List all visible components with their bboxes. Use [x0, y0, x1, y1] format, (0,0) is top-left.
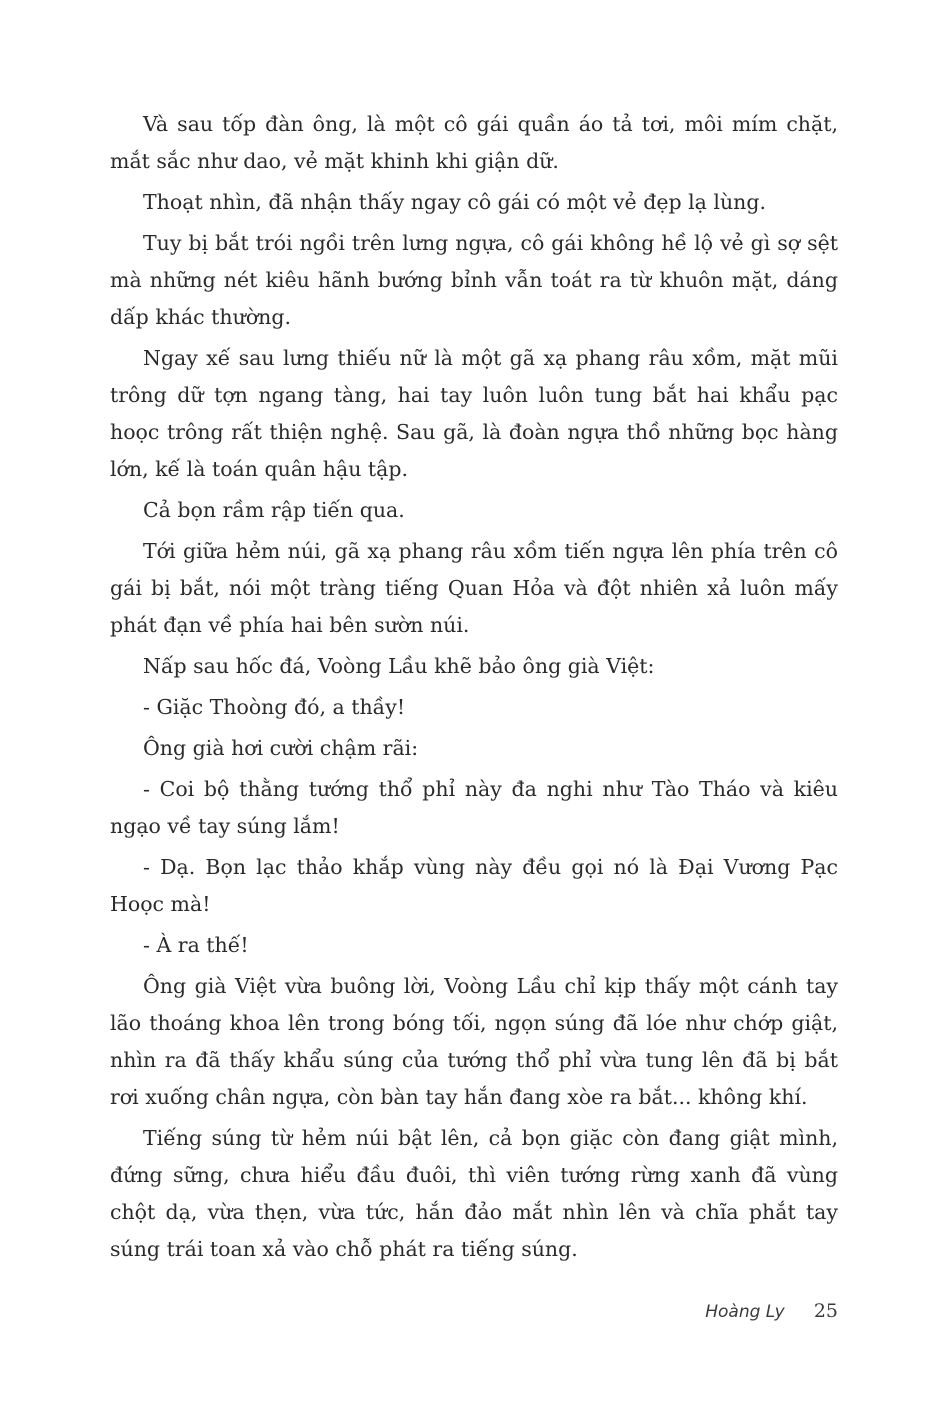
paragraph-5: Cả bọn rầm rập tiến qua. [143, 498, 405, 522]
page-footer [110, 1300, 838, 1322]
paragraph-3: Tuy bị bắt trói ngồi trên lưng ngựa, cô gái không hề lộ vẻ gì sợ sệt mà những nét kiêu hãnh bướng bỉnh vẫn toát ra từ khuôn mặt, dáng dấp khác thường. [110, 231, 838, 329]
paragraph-12: - À ra thế! [143, 933, 249, 957]
paragraph-2: Thoạt nhìn, đã nhận thấy ngay cô gái có một vẻ đẹp lạ lùng. [143, 190, 766, 214]
paragraph-13: Ông già Việt vừa buông lời, Voòng Lầu chỉ kịp thấy một cánh tay lão thoáng khoa lên trong bóng tối, ngọn súng đã lóe như chớp giật, nhìn ra đã thấy khẩu súng của tướng thổ phỉ vừa tung lên đã bị bắt rơi xuống chân ngựa, còn bàn tay hắn đang xòe ra bắt... không khí. [110, 974, 838, 1109]
paragraph-4: Ngay xế sau lưng thiếu nữ là một gã xạ phang râu xồm, mặt mũi trông dữ tợn ngang tàng, hai tay luôn luôn tung bắt hai khẩu pạc hoọc trông rất thiện nghệ. Sau gã, là đoàn ngựa thồ những bọc hàng lớn, kế là toán quân hậu tập. [110, 346, 838, 481]
paragraph-7: Nấp sau hốc đá, Voòng Lầu khẽ bảo ông già Việt: [143, 654, 655, 678]
paragraph-10: - Coi bộ thằng tướng thổ phỉ này đa nghi như Tào Tháo và kiêu ngạo về tay súng lắm! [110, 777, 838, 838]
paragraph-14: Tiếng súng từ hẻm núi bật lên, cả bọn giặc còn đang giật mình, đứng sững, chưa hiểu đầu đuôi, thì viên tướng rừng xanh đã vùng chột dạ, vừa thẹn, vừa tức, hắn đảo mắt nhìn lên và chĩa phắt tay súng trái toan xả vào chỗ phát ra tiếng súng. [110, 1126, 838, 1261]
paragraph-8: - Giặc Thoòng đó, a thầy! [143, 695, 406, 719]
paragraph-9: Ông già hơi cười chậm rãi: [143, 736, 419, 760]
paragraph-11: - Dạ. Bọn lạc thảo khắp vùng này đều gọi nó là Đại Vương Pạc Hoọc mà! [110, 855, 838, 916]
paragraph-6: Tới giữa hẻm núi, gã xạ phang râu xồm tiến ngựa lên phía trên cô gái bị bắt, nói một tràng tiếng Quan Hỏa và đột nhiên xả luôn mấy phát đạn về phía hai bên sườn núi. [110, 539, 838, 637]
book-page-body [110, 106, 838, 1272]
author-name: Hoàng Ly [705, 1302, 785, 1322]
page-number: 25 [813, 1300, 838, 1322]
paragraph-1: Và sau tốp đàn ông, là một cô gái quần áo tả tơi, môi mím chặt, mắt sắc như dao, vẻ mặt khinh khi giận dữ. [110, 112, 838, 173]
